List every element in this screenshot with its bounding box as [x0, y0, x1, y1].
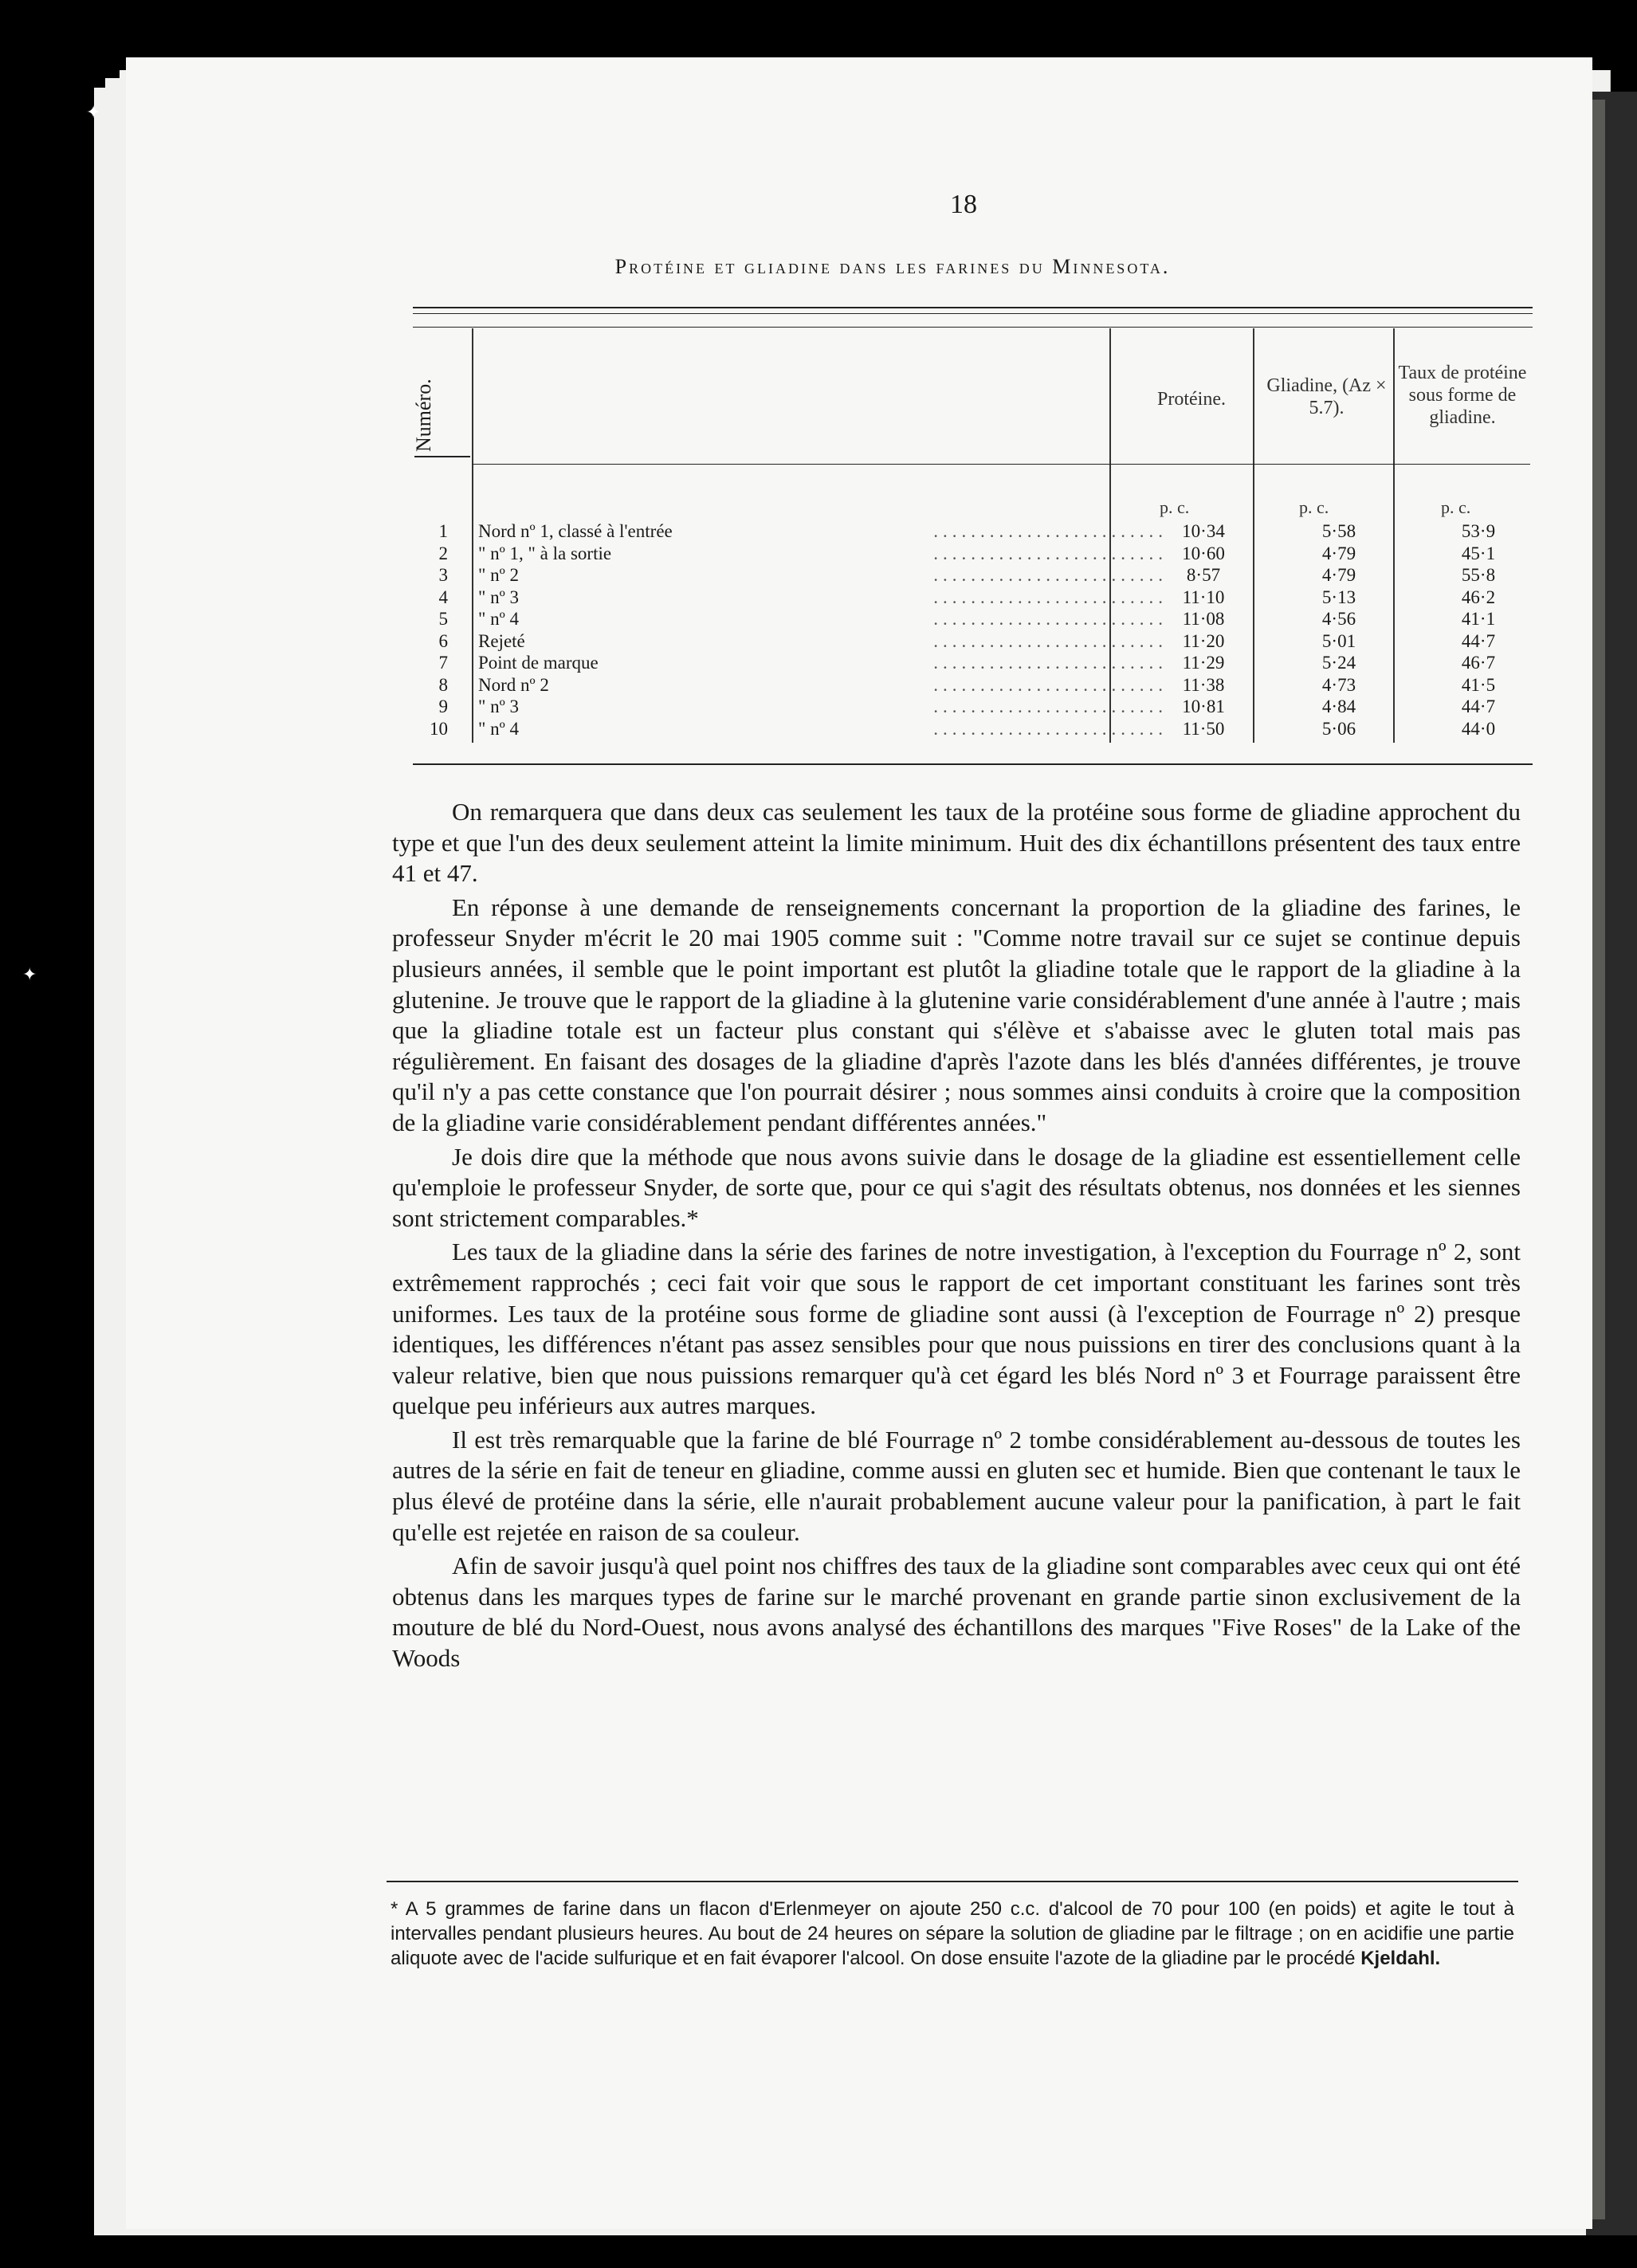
row-number: 1: [438, 521, 448, 541]
leader-dots: .........................: [933, 718, 1168, 739]
scan-speck: ✦: [22, 964, 37, 984]
cell-taux: 46·2: [1461, 587, 1496, 607]
leader-dots: .........................: [933, 609, 1168, 629]
cell-gliadine: 5·58: [1321, 521, 1356, 541]
cell-gliadine: 4·84: [1321, 696, 1356, 716]
header-gliadine: Gliadine, (Az × 5.7).: [1266, 375, 1387, 418]
footnote-marker: *: [391, 1898, 398, 1920]
table-top-rule: [413, 307, 1533, 308]
row-label: " nº 3: [478, 696, 520, 716]
numero-underline: [414, 456, 470, 457]
cell-taux: 44·7: [1461, 630, 1496, 651]
leader-dots: .........................: [933, 674, 1168, 695]
footnote-last-word: Kjeldahl.: [1360, 1948, 1441, 1969]
footnote-text: A 5 grammes de farine dans un flacon d'Erlenmeyer on ajoute 250 c.c. d'alcool de 70 pour 100 (en poids) et agite le tout à intervalles pendant plusieurs heures. Au bout de 24 heures on sépare la solution de gliadine par le filtrage ; on en acidifie une partie aliquote avec de l'acide sulfurique et en fait évaporer l'alcool. On dose ensuite l'azote de la gliadine par le procédé: [391, 1898, 1514, 1969]
row-number: 3: [438, 565, 448, 585]
cell-taux: 46·7: [1461, 653, 1496, 673]
cell-gliadine: 4·79: [1321, 543, 1356, 563]
cell-taux: 55·8: [1461, 565, 1496, 585]
table-bottom-rule: [413, 763, 1533, 765]
row-number: 7: [438, 653, 448, 673]
row-label: " nº 3: [478, 587, 520, 607]
paragraph: Il est très remarquable que la farine de blé Fourrage nº 2 tombe considérablement au-dessous de toutes les autres de la série en fait de teneur en gliadine, comme aussi en gluten sec et humide. Bien que contenant le taux le plus élevé de protéine dans la série, elle n'aurait probablement aucune valeur pour la panification, à part le fait qu'elle est rejetée en raison de sa couleur.: [392, 1425, 1521, 1546]
cell-gliadine: 5·01: [1321, 630, 1356, 651]
table-row: [414, 543, 1530, 564]
paragraph: Je dois dire que la méthode que nous avons suivie dans le dosage de la gliadine est essentiellement celle qu'emploie le professeur Snyder, de sorte que, pour ce qui s'agit des résultats obtenus, nos données et les siennes sont strictement comparables.*: [392, 1142, 1521, 1232]
paragraph: En réponse à une demande de renseignements concernant la proportion de la gliadine des farines, le professeur Snyder m'écrit le 20 mai 1905 comme suit : "Comme notre travail sur ce sujet se continue depuis plusieurs années, il semble que le point important est plutôt la gliadine totale que le rapport de la gliadine à la glutenine. Je trouve que le rapport de la gliadine à la glutenine varie considérablement d'une année à l'autre ; mais que la gliadine totale est un facteur plus constant qui s'élève et s'abaisse avec le gluten total mais pas régulièrement. En faisant des dosages de la gliadine d'après l'azote dans les blés d'années différentes, je trouve qu'il n'y a pas cette constance que l'on pourrait désirer ; nous sommes ainsi conduits à croire que la composition de la gliadine varie considérablement pendant différentes années.": [392, 893, 1521, 1136]
table-row: [414, 675, 1530, 696]
cell-proteine: 11·20: [1182, 630, 1225, 651]
body-text: [392, 797, 1521, 1677]
table-row: [414, 587, 1530, 608]
cell-taux: 41·5: [1461, 674, 1496, 695]
cell-proteine: 8·57: [1186, 565, 1221, 585]
cell-taux: 44·0: [1461, 718, 1496, 739]
row-number: 4: [438, 587, 448, 607]
table-row: [414, 631, 1530, 652]
table-row: [414, 719, 1530, 740]
cell-proteine: 11·38: [1182, 674, 1225, 695]
data-table: [414, 312, 1530, 767]
footnote: [391, 1897, 1514, 1971]
cell-proteine: 11·50: [1182, 718, 1225, 739]
leader-dots: .........................: [933, 565, 1168, 585]
paragraph: Les taux de la gliadine dans la série des farines de notre investigation, à l'exception du Fourrage nº 2, sont extrêmement rapprochés ; ceci fait voir que sous le rapport de cet important constituant les farines sont très uniformes. Les taux de la protéine sous forme de gliadine sont aussi (à l'exception de Fourrage nº 2) presque identiques, les différences n'étant pas assez sensibles pour que nous puissions en tirer des conclusions quant à la valeur relative, bien que nous puissions remarquer qu'à cet égard les blés Nord nº 3 et Fourrage paraissent être quelque peu inférieurs aux autres marques.: [392, 1238, 1521, 1420]
row-number: 5: [438, 609, 448, 629]
footnote-rule: [387, 1881, 1518, 1882]
cell-taux: 44·7: [1461, 696, 1496, 716]
header-proteine: Protéine.: [1157, 389, 1226, 410]
row-number: 2: [438, 543, 448, 563]
scan-speck: ✦: [86, 102, 101, 122]
row-label: " nº 4: [478, 718, 520, 739]
cell-gliadine: 5·13: [1321, 587, 1356, 607]
book-edge-rail: [1591, 100, 1605, 2219]
table-row: [414, 653, 1530, 673]
table-title: Protéine et gliadine dans les farines du Minnesota.: [614, 255, 1171, 278]
cell-proteine: 11·29: [1182, 653, 1225, 673]
header-numero: Numéro.: [412, 379, 435, 452]
unit-proteine: p. c.: [1160, 497, 1190, 517]
leader-dots: .........................: [933, 653, 1168, 673]
row-number: 10: [430, 718, 448, 739]
leader-dots: .........................: [933, 630, 1168, 651]
leader-dots: .........................: [933, 587, 1168, 607]
row-label: Point de marque: [478, 653, 599, 673]
cell-proteine: 10·60: [1182, 543, 1225, 563]
cell-gliadine: 4·56: [1321, 609, 1356, 629]
row-label: " nº 4: [478, 609, 520, 629]
leader-dots: .........................: [933, 696, 1168, 716]
row-label: " nº 1, " à la sortie: [478, 543, 612, 563]
cell-gliadine: 5·24: [1321, 653, 1356, 673]
cell-taux: 53·9: [1461, 521, 1496, 541]
table-row: [414, 521, 1530, 542]
table-row: [414, 696, 1530, 717]
row-number: 6: [438, 630, 448, 651]
paragraph: On remarquera que dans deux cas seulement les taux de la protéine sous forme de gliadine approchent du type et que l'un des deux seulement atteint la limite minimum. Huit des dix échantillons présentent des taux entre 41 et 47.: [392, 798, 1521, 888]
row-number: 9: [438, 696, 448, 716]
cell-gliadine: 4·79: [1321, 565, 1356, 585]
header-taux: Taux de protéine sous forme de gliadine.: [1398, 363, 1527, 428]
row-label: Nord nº 1, classé à l'entrée: [478, 521, 673, 541]
cell-proteine: 10·34: [1182, 521, 1225, 541]
paragraph: Afin de savoir jusqu'à quel point nos chiffres des taux de la gliadine sont comparables avec ceux qui ont été obtenus dans les marques types de farine sur le marché provenant en grande partie sinon exclusivement de la mouture de blé du Nord-Ouest, nous avons analysé des échantillons des marques "Five Roses" de la Lake of the Woods: [392, 1552, 1521, 1673]
header-bottom-rule: [472, 464, 1530, 465]
row-label: Nord nº 2: [478, 674, 549, 695]
row-number: 8: [438, 674, 448, 695]
cell-proteine: 11·10: [1182, 587, 1225, 607]
leader-dots: .........................: [933, 543, 1168, 563]
table-row: [414, 565, 1530, 586]
cell-taux: 41·1: [1461, 609, 1496, 629]
cell-proteine: 10·81: [1182, 696, 1225, 716]
book-edge: [1586, 92, 1637, 2235]
table-row: [414, 609, 1530, 630]
cell-taux: 45·1: [1461, 543, 1496, 563]
leader-dots: .........................: [933, 521, 1168, 541]
page-number: 18: [950, 190, 977, 219]
row-label: " nº 2: [478, 565, 520, 585]
row-label: Rejeté: [478, 630, 525, 651]
unit-taux: p. c.: [1441, 497, 1471, 517]
cell-gliadine: 5·06: [1321, 718, 1356, 739]
unit-gliadine: p. c.: [1299, 497, 1329, 517]
cell-proteine: 11·08: [1182, 609, 1225, 629]
cell-gliadine: 4·73: [1321, 674, 1356, 695]
